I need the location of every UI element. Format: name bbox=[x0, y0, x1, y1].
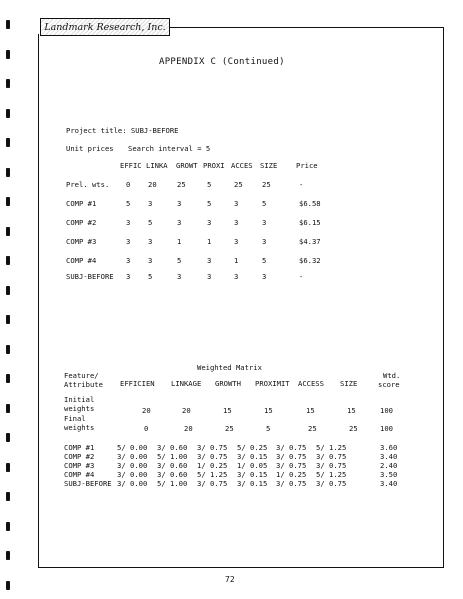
page-number: 72 bbox=[225, 575, 235, 584]
final-weight: 5 bbox=[266, 424, 271, 433]
unit-row-value: 3 bbox=[207, 272, 212, 281]
matrix-cell: 3/ 0.00 bbox=[117, 470, 148, 479]
matrix-cell: 3/ 0.75 bbox=[316, 452, 347, 461]
unit-row-value: 5 bbox=[177, 256, 182, 265]
matrix-row-score: 3.40 bbox=[380, 479, 398, 488]
feed-hole bbox=[6, 492, 10, 501]
price-header: Price bbox=[296, 161, 318, 170]
matrix-row-score: 3.50 bbox=[380, 470, 398, 479]
feed-hole bbox=[6, 197, 10, 206]
initial-weights-label: weights bbox=[64, 404, 95, 413]
feed-hole bbox=[6, 256, 10, 265]
unit-row-value: 3 bbox=[177, 199, 182, 208]
feed-hole bbox=[6, 168, 10, 177]
final-weights-label: weights bbox=[64, 423, 95, 432]
unit-table-header: GROWT bbox=[176, 161, 198, 170]
unit-table-header: ACCES bbox=[231, 161, 253, 170]
unit-row-value: 3 bbox=[177, 272, 182, 281]
initial-weight: 20 bbox=[182, 406, 191, 415]
feed-hole bbox=[6, 50, 10, 59]
unit-row-value: 3 bbox=[234, 199, 239, 208]
unit-row-price: - bbox=[299, 272, 304, 281]
matrix-title: Weighted Matrix bbox=[197, 363, 262, 372]
final-weight: 25 bbox=[308, 424, 317, 433]
matrix-cell: 3/ 0.75 bbox=[276, 443, 307, 452]
unit-row-value: 3 bbox=[262, 218, 267, 227]
matrix-cell: 3/ 0.75 bbox=[316, 461, 347, 470]
unit-row-value: 20 bbox=[148, 180, 157, 189]
unit-table-header: EFFIC bbox=[120, 161, 142, 170]
matrix-cell: 5/ 1.25 bbox=[197, 470, 228, 479]
matrix-cell: 3/ 0.75 bbox=[197, 479, 228, 488]
matrix-col-header: ACCESS bbox=[298, 379, 324, 388]
frame-left-line bbox=[38, 34, 39, 568]
matrix-cell: 1/ 0.25 bbox=[197, 461, 228, 470]
attribute-header: Attribute bbox=[64, 380, 103, 389]
matrix-col-header: PROXIMIT bbox=[255, 379, 290, 388]
unit-row-label: COMP #1 bbox=[66, 199, 97, 208]
matrix-row-score: 3.40 bbox=[380, 452, 398, 461]
matrix-cell: 3/ 0.60 bbox=[157, 443, 188, 452]
unit-row-value: 3 bbox=[148, 256, 153, 265]
appendix-title: APPENDIX C (Continued) bbox=[159, 57, 285, 67]
matrix-cell: 3/ 0.75 bbox=[316, 479, 347, 488]
unit-row-value: 1 bbox=[177, 237, 182, 246]
feed-hole bbox=[6, 79, 10, 88]
feed-hole bbox=[6, 286, 10, 295]
unit-row-price: $6.32 bbox=[299, 256, 321, 265]
matrix-cell: 3/ 0.75 bbox=[197, 452, 228, 461]
unit-row-value: 5 bbox=[207, 199, 212, 208]
unit-row-label: COMP #4 bbox=[66, 256, 97, 265]
final-score: 100 bbox=[380, 424, 393, 433]
matrix-cell: 1/ 0.25 bbox=[276, 470, 307, 479]
initial-weight: 15 bbox=[347, 406, 356, 415]
matrix-row-label: COMP #4 bbox=[64, 470, 95, 479]
unit-row-value: 3 bbox=[262, 272, 267, 281]
feed-hole bbox=[6, 433, 10, 442]
matrix-row-label: COMP #2 bbox=[64, 452, 95, 461]
frame-right-line bbox=[443, 27, 444, 567]
initial-weight: 15 bbox=[264, 406, 273, 415]
matrix-row-score: 2.40 bbox=[380, 461, 398, 470]
search-interval: Search interval = 5 bbox=[128, 144, 211, 153]
final-weight: 25 bbox=[349, 424, 358, 433]
matrix-row-label: SUBJ-BEFORE bbox=[64, 479, 112, 488]
feed-hole bbox=[6, 227, 10, 236]
unit-row-value: 3 bbox=[234, 272, 239, 281]
unit-row-value: 3 bbox=[126, 256, 131, 265]
unit-row-value: 25 bbox=[262, 180, 271, 189]
initial-weights-label: Initial bbox=[64, 395, 95, 404]
unit-row-value: 3 bbox=[126, 237, 131, 246]
attribute-header: Feature/ bbox=[64, 371, 99, 380]
score-header: score bbox=[378, 380, 400, 389]
matrix-cell: 3/ 0.75 bbox=[276, 479, 307, 488]
unit-table-header: SIZE bbox=[260, 161, 278, 170]
unit-row-price: - bbox=[299, 180, 304, 189]
final-weight: 0 bbox=[144, 424, 149, 433]
unit-row-value: 3 bbox=[177, 218, 182, 227]
feed-hole bbox=[6, 404, 10, 413]
unit-row-value: 1 bbox=[234, 256, 239, 265]
project-title: Project title: SUBJ-BEFORE bbox=[66, 126, 179, 135]
matrix-col-header: SIZE bbox=[340, 379, 358, 388]
feed-hole bbox=[6, 345, 10, 354]
unit-row-label: COMP #3 bbox=[66, 237, 97, 246]
unit-row-value: 3 bbox=[262, 237, 267, 246]
unit-row-value: 3 bbox=[207, 256, 212, 265]
initial-weight: 20 bbox=[142, 406, 151, 415]
unit-row-value: 3 bbox=[234, 237, 239, 246]
final-weight: 20 bbox=[184, 424, 193, 433]
unit-row-value: 5 bbox=[262, 199, 267, 208]
matrix-col-header: LINKAGE bbox=[171, 379, 202, 388]
matrix-cell: 3/ 0.60 bbox=[157, 461, 188, 470]
matrix-cell: 5/ 1.00 bbox=[157, 479, 188, 488]
unit-row-value: 5 bbox=[148, 272, 153, 281]
matrix-row-label: COMP #3 bbox=[64, 461, 95, 470]
unit-row-price: $4.37 bbox=[299, 237, 321, 246]
matrix-row-score: 3.60 bbox=[380, 443, 398, 452]
unit-row-label: COMP #2 bbox=[66, 218, 97, 227]
frame-top-line bbox=[168, 27, 443, 28]
matrix-col-header: GROWTH bbox=[215, 379, 241, 388]
unit-row-value: 3 bbox=[207, 218, 212, 227]
feed-hole bbox=[6, 522, 10, 531]
unit-row-value: 25 bbox=[177, 180, 186, 189]
matrix-cell: 3/ 0.00 bbox=[117, 479, 148, 488]
final-weights-label: Final bbox=[64, 414, 86, 423]
matrix-cell: 3/ 0.75 bbox=[197, 443, 228, 452]
matrix-cell: 3/ 0.75 bbox=[276, 452, 307, 461]
matrix-cell: 3/ 0.60 bbox=[157, 470, 188, 479]
matrix-cell: 3/ 0.00 bbox=[117, 452, 148, 461]
unit-row-value: 3 bbox=[148, 199, 153, 208]
feed-hole bbox=[6, 138, 10, 147]
matrix-cell: 5/ 0.00 bbox=[117, 443, 148, 452]
feed-hole bbox=[6, 315, 10, 324]
matrix-cell: 3/ 0.00 bbox=[117, 461, 148, 470]
unit-row-label: Prel. wts. bbox=[66, 180, 110, 189]
initial-score: 100 bbox=[380, 406, 393, 415]
feed-hole bbox=[6, 551, 10, 560]
matrix-cell: 3/ 0.15 bbox=[237, 470, 268, 479]
unit-row-value: 0 bbox=[126, 180, 131, 189]
unit-row-label: SUBJ-BEFORE bbox=[66, 272, 114, 281]
unit-row-value: 5 bbox=[126, 199, 131, 208]
matrix-cell: 5/ 0.25 bbox=[237, 443, 268, 452]
frame-bottom-line bbox=[38, 567, 444, 568]
matrix-row-label: COMP #1 bbox=[64, 443, 95, 452]
initial-weight: 15 bbox=[306, 406, 315, 415]
unit-row-price: $6.15 bbox=[299, 218, 321, 227]
unit-table-header: LINKA bbox=[146, 161, 168, 170]
initial-weight: 15 bbox=[223, 406, 232, 415]
feed-hole bbox=[6, 463, 10, 472]
matrix-cell: 3/ 0.15 bbox=[237, 479, 268, 488]
score-header: Wtd. bbox=[383, 371, 401, 380]
unit-row-price: $6.58 bbox=[299, 199, 321, 208]
feed-hole bbox=[6, 581, 10, 590]
unit-row-value: 3 bbox=[126, 272, 131, 281]
feed-hole bbox=[6, 20, 10, 29]
matrix-cell: 1/ 0.05 bbox=[237, 461, 268, 470]
matrix-cell: 3/ 0.75 bbox=[276, 461, 307, 470]
unit-row-value: 1 bbox=[207, 237, 212, 246]
matrix-cell: 5/ 1.25 bbox=[316, 443, 347, 452]
unit-prices-label: Unit prices bbox=[66, 144, 114, 153]
matrix-cell: 5/ 1.00 bbox=[157, 452, 188, 461]
feed-hole bbox=[6, 109, 10, 118]
matrix-cell: 5/ 1.25 bbox=[316, 470, 347, 479]
unit-row-value: 3 bbox=[234, 218, 239, 227]
unit-row-value: 5 bbox=[207, 180, 212, 189]
feed-hole bbox=[6, 374, 10, 383]
unit-row-value: 3 bbox=[148, 237, 153, 246]
matrix-cell: 3/ 0.15 bbox=[237, 452, 268, 461]
unit-table-header: PROXI bbox=[203, 161, 225, 170]
unit-row-value: 5 bbox=[148, 218, 153, 227]
unit-row-value: 3 bbox=[126, 218, 131, 227]
matrix-col-header: EFFICIEN bbox=[120, 379, 155, 388]
company-logo: Landmark Research, Inc. bbox=[40, 18, 170, 36]
unit-row-value: 5 bbox=[262, 256, 267, 265]
unit-row-value: 25 bbox=[234, 180, 243, 189]
final-weight: 25 bbox=[225, 424, 234, 433]
